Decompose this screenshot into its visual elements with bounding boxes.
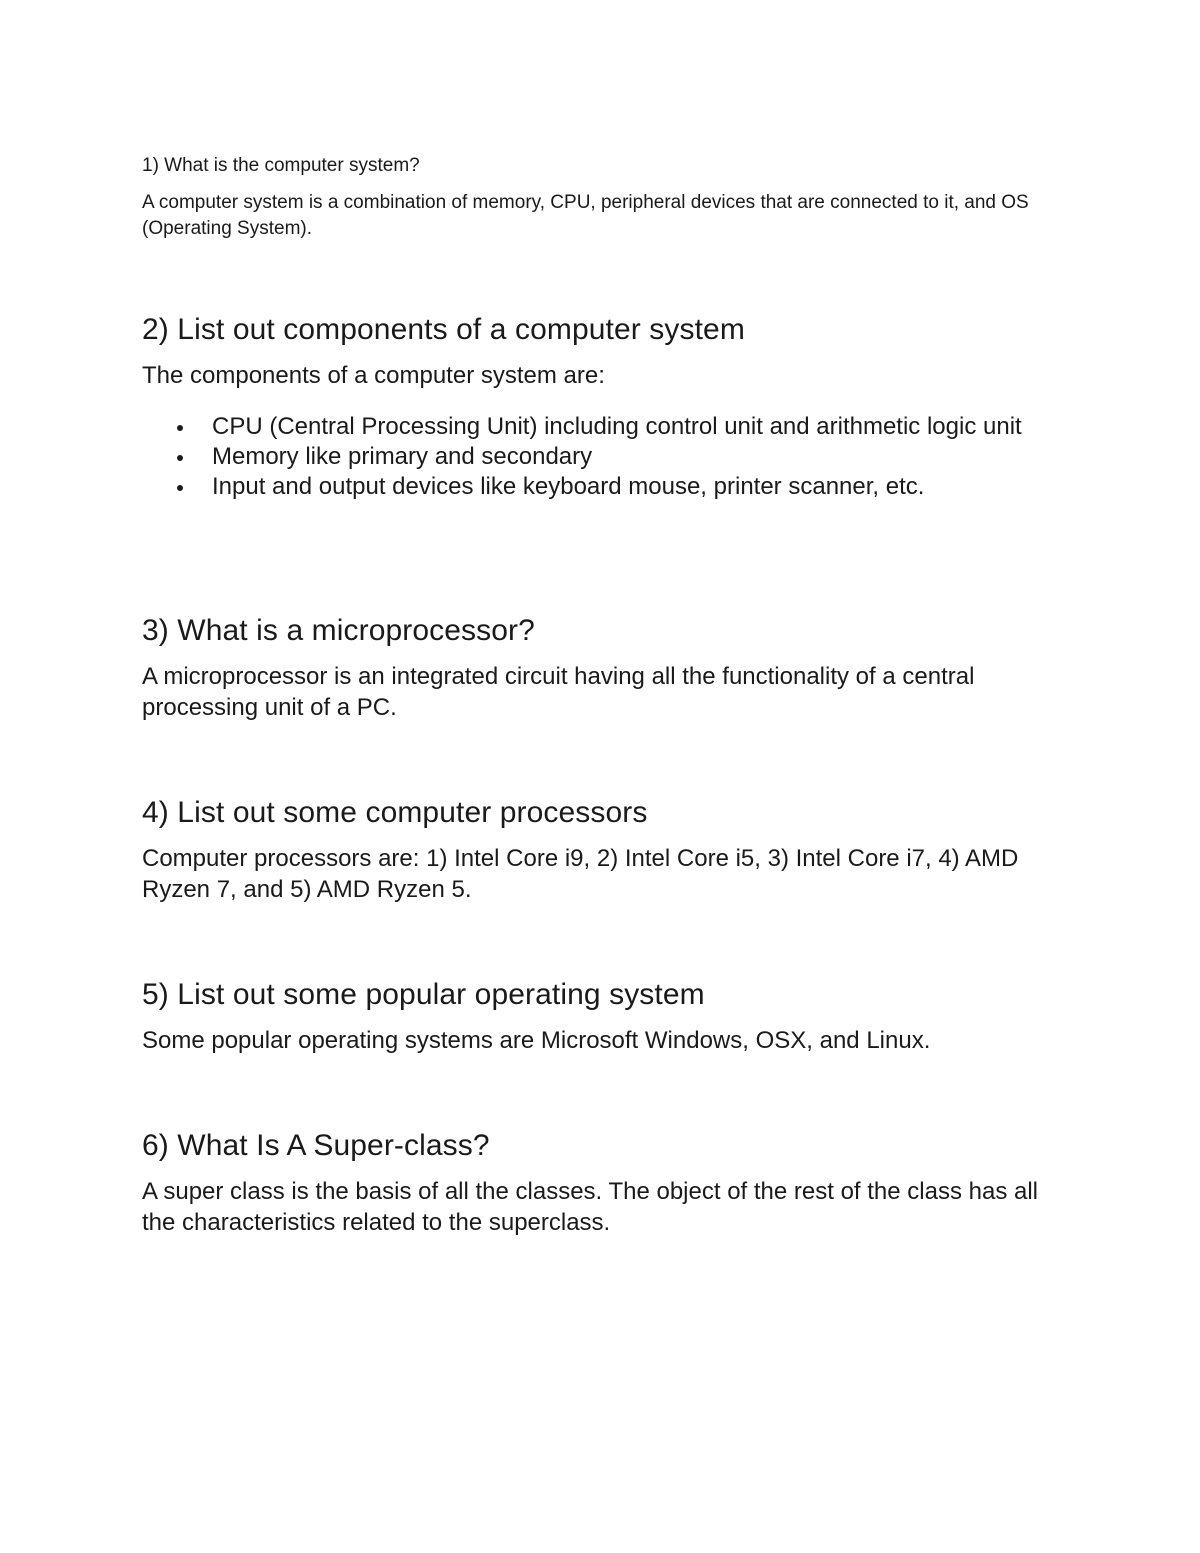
- answer-2: The components of a computer system are:: [142, 362, 605, 389]
- section-1: [142, 153, 1057, 242]
- list-item: [142, 412, 1062, 442]
- answer-5: Some popular operating systems are Microsoft Windows, OSX, and Linux.: [142, 1027, 931, 1054]
- bullet-icon: [177, 455, 183, 461]
- list-item-text: CPU (Central Processing Unit) including control unit and arithmetic logic unit: [212, 413, 1022, 440]
- section-6: [142, 1128, 1062, 1238]
- question-2: 2) List out components of a computer system: [142, 313, 745, 346]
- answer-3: A microprocessor is an integrated circuit having all the functionality of a central processing unit of a PC.: [142, 663, 975, 721]
- question-5: 5) List out some popular operating system: [142, 978, 705, 1011]
- list-item: [142, 442, 1062, 472]
- answer-4: Computer processors are: 1) Intel Core i9, 2) Intel Core i5, 3) Intel Core i7, 4) AMD Ryzen 7, and 5) AMD Ryzen 5.: [142, 845, 1019, 903]
- list-item-text: Memory like primary and secondary: [212, 443, 593, 470]
- answer-1: A computer system is a combination of memory, CPU, peripheral devices that are connected to it, and OS (Operating System).: [142, 192, 1029, 239]
- question-6: 6) What Is A Super-class?: [142, 1129, 490, 1162]
- section-5: [142, 977, 1062, 1056]
- section-4: [142, 795, 1062, 905]
- component-list: [142, 412, 1062, 502]
- answer-6: A super class is the basis of all the classes. The object of the rest of the class has all the characteristics related to the superclass.: [142, 1178, 1039, 1236]
- section-3: [142, 613, 1002, 723]
- list-item-text: Input and output devices like keyboard mouse, printer scanner, etc.: [212, 473, 925, 500]
- question-1: 1) What is the computer system?: [142, 155, 420, 176]
- section-2: [142, 312, 1062, 502]
- question-3: 3) What is a microprocessor?: [142, 614, 535, 647]
- question-4: 4) List out some computer processors: [142, 796, 648, 829]
- bullet-icon: [177, 425, 183, 431]
- bullet-icon: [177, 485, 183, 491]
- list-item: [142, 472, 1062, 502]
